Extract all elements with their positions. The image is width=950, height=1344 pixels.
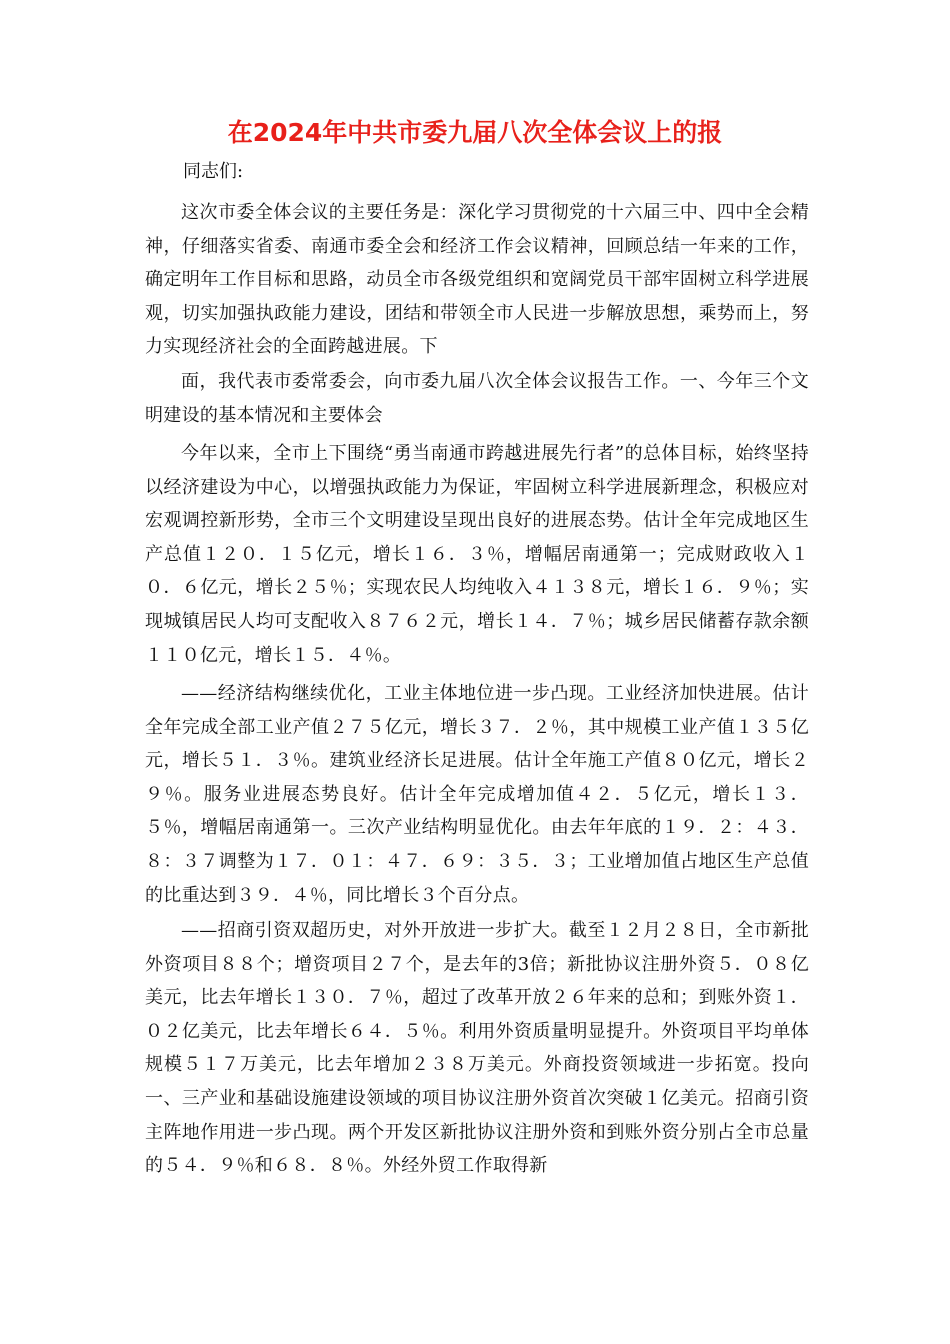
- paragraph: 这次市委全体会议的主要任务是：深化学习贯彻党的十六届三中、四中全会精神，仔细落实省委、南通市委全会和经济工作会议精神，回顾总结一年来的工作，确定明年工作目标和思路，动员全市各级党组织和宽阔党员干部牢固树立科学进展观，切实加强执政能力建设，团结和带领全市人民进一步解放思想，乘势而上，努力实现经济社会的全面跨越进展。下: [145, 202, 809, 358]
- paragraph: 今年以来，全市上下围绕“勇当南通市跨越进展先行者”的总体目标，始终坚持以经济建设为中心，以增强执政能力为保证，牢固树立科学进展新理念，积极应对宏观调控新形势，全市三个文明建设呈现出良好的进展态势。估计全年完成地区生产总值１２０．１５亿元，增长１６．３％，增幅居南通第一；完成财政收入１０．６亿元，增长２５％；实现农民人均纯收入４１３８元，增长１６．９％；实现城镇居民人均可支配收入８７６２元，增长１４．７％；城乡居民储蓄存款余额１１０亿元，增长１５．４％。: [145, 443, 809, 666]
- paragraph: ——经济结构继续优化，工业主体地位进一步凸现。工业经济加快进展。估计全年完成全部工业产值２７５亿元，增长３７．２％，其中规模工业产值１３５亿元，增长５１．３％。建筑业经济长足进展。估计全年施工产值８０亿元，增长２９％。服务业进展态势良好。估计全年完成增加值４２．５亿元，增长１３．５％，增幅居南通第一。三次产业结构明显优化。由去年年底的１９．２：４３．８：３７调整为１７．０１：４７．６９：３５．３；工业增加值占地区生产总值的比重达到３９．４％，同比增长３个百分点。: [145, 683, 809, 906]
- greeting: 同志们:: [183, 161, 244, 182]
- paragraph: 面，我代表市委常委会，向市委九届八次全体会议报告工作。一、今年三个文明建设的基本情况和主要体会: [145, 371, 809, 426]
- document-title: 在2024年中共市委九届八次全体会议上的报: [227, 118, 723, 147]
- paragraph: ——招商引资双超历史，对外开放进一步扩大。截至１２月２８日，全市新批外资项目８８个；增资项目２７个，是去年的3倍；新批协议注册外资５．０８亿美元，比去年增长１３０．７％，超过了改革开放２６年来的总和；到账外资１．０２亿美元，比去年增长６４．５％。利用外资质量明显提升。外资项目平均单体规模５１７万美元，比去年增加２３８万美元。外商投资领域进一步拓宽。投向一、三产业和基础设施建设领域的项目协议注册外资首次突破１亿美元。招商引资主阵地作用进一步凸现。两个开发区新批协议注册外资和到账外资分别占全市总量的５４．９％和６８．８％。外经外贸工作取得新: [145, 920, 809, 1177]
